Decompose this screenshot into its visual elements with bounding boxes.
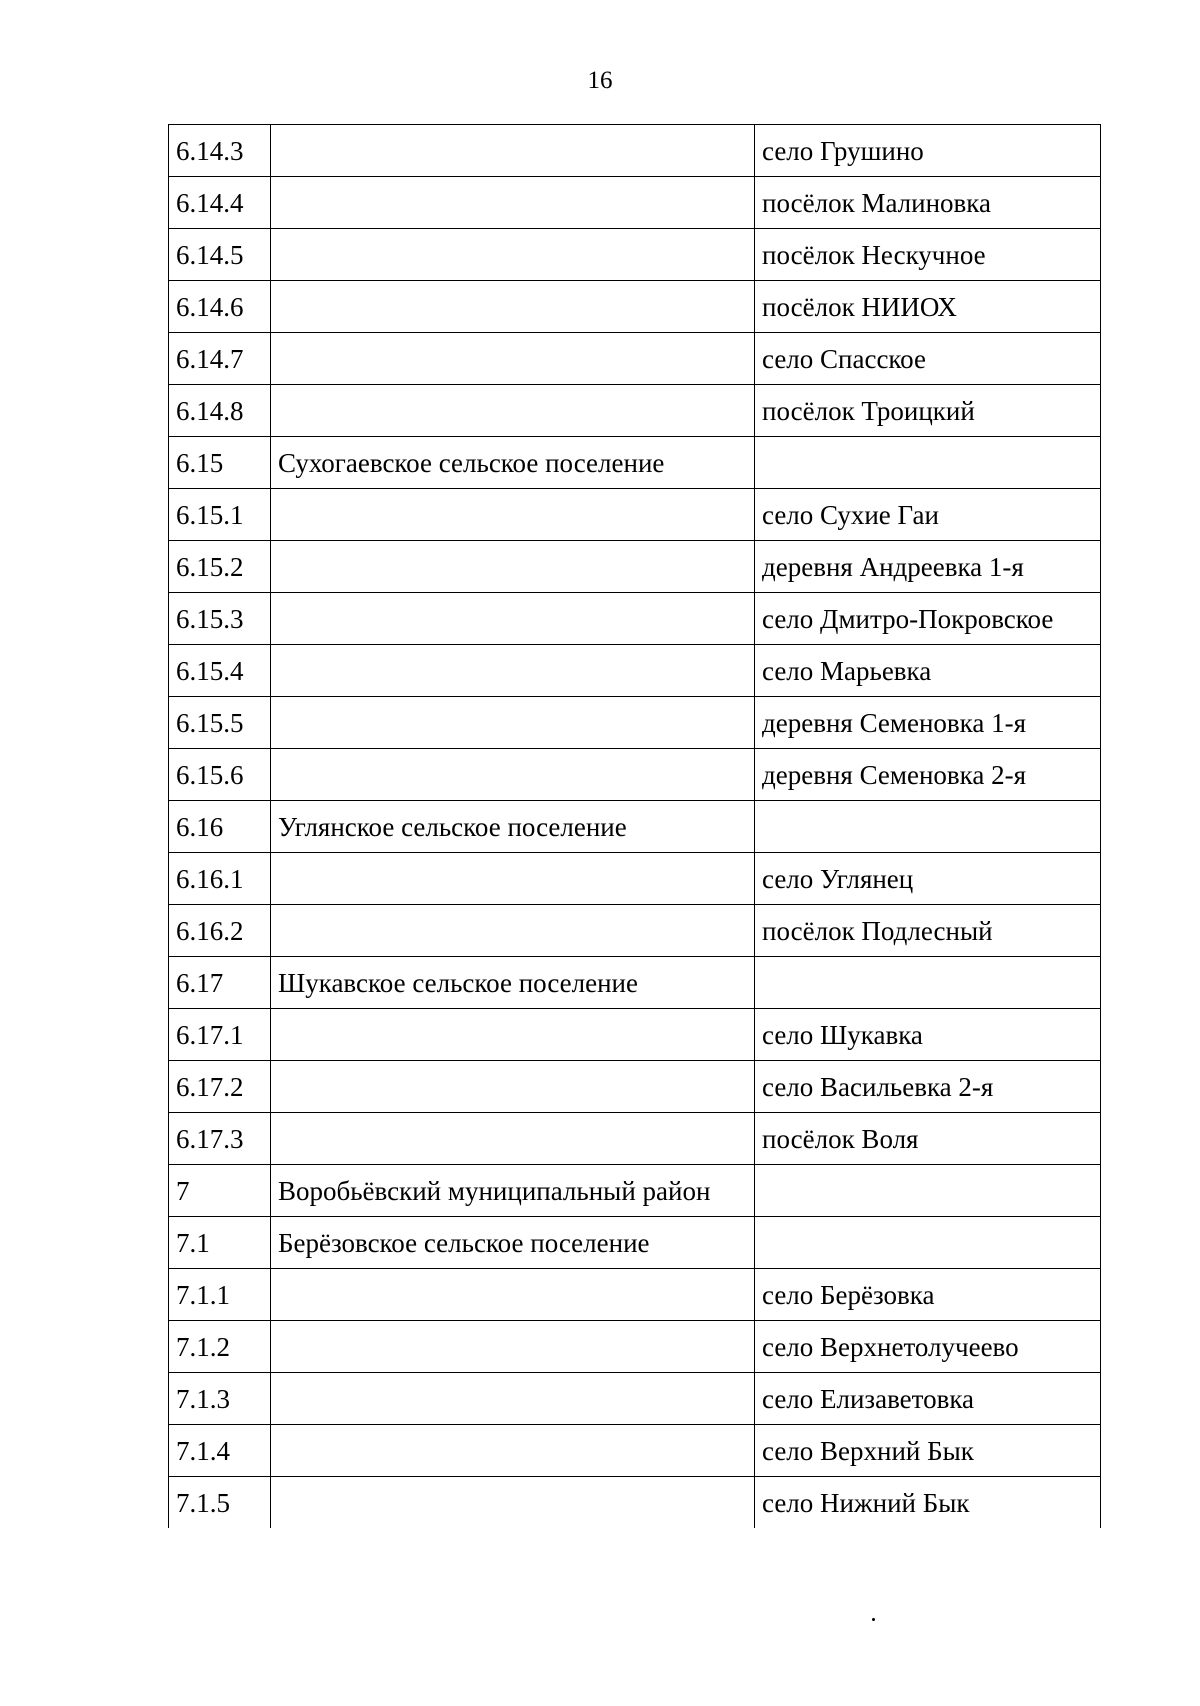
cell-name bbox=[271, 905, 755, 957]
cell-locality: село Васильевка 2-я bbox=[755, 1061, 1101, 1113]
table-row bbox=[169, 333, 1101, 385]
cell-num: 6.15.2 bbox=[169, 541, 271, 593]
cell-locality: посёлок Малиновка bbox=[755, 177, 1101, 229]
cell-num: 7.1.5 bbox=[169, 1477, 271, 1529]
cell-name: Шукавское сельское поселение bbox=[271, 957, 755, 1009]
cell-name: Воробьёвский муниципальный район bbox=[271, 1165, 755, 1217]
table-row bbox=[169, 229, 1101, 281]
cell-num: 6.17.2 bbox=[169, 1061, 271, 1113]
cell-name bbox=[271, 1269, 755, 1321]
cell-locality: деревня Семеновка 2-я bbox=[755, 749, 1101, 801]
cell-locality: село Берёзовка bbox=[755, 1269, 1101, 1321]
cell-locality: село Шукавка bbox=[755, 1009, 1101, 1061]
cell-name bbox=[271, 1009, 755, 1061]
cell-num: 6.16.1 bbox=[169, 853, 271, 905]
cell-num: 7 bbox=[169, 1165, 271, 1217]
cell-num: 6.17 bbox=[169, 957, 271, 1009]
table-row bbox=[169, 957, 1101, 1009]
cell-name bbox=[271, 385, 755, 437]
cell-name: Углянское сельское поселение bbox=[271, 801, 755, 853]
stray-mark bbox=[872, 1618, 875, 1621]
table-row bbox=[169, 437, 1101, 489]
cell-num: 6.14.8 bbox=[169, 385, 271, 437]
cell-name bbox=[271, 645, 755, 697]
cell-name: Берёзовское сельское поселение bbox=[271, 1217, 755, 1269]
cell-num: 6.14.6 bbox=[169, 281, 271, 333]
cell-locality bbox=[755, 1165, 1101, 1217]
cell-name: Сухогаевское сельское поселение bbox=[271, 437, 755, 489]
cell-num: 6.15.4 bbox=[169, 645, 271, 697]
table-row bbox=[169, 1165, 1101, 1217]
cell-locality: деревня Андреевка 1-я bbox=[755, 541, 1101, 593]
cell-num: 6.15 bbox=[169, 437, 271, 489]
table-row bbox=[169, 1321, 1101, 1373]
settlements-table bbox=[168, 124, 1101, 1528]
cell-num: 7.1.4 bbox=[169, 1425, 271, 1477]
cell-name bbox=[271, 333, 755, 385]
cell-name bbox=[271, 489, 755, 541]
table-row bbox=[169, 385, 1101, 437]
table-row bbox=[169, 801, 1101, 853]
cell-locality: село Грушино bbox=[755, 125, 1101, 177]
cell-num: 7.1.1 bbox=[169, 1269, 271, 1321]
table-row bbox=[169, 593, 1101, 645]
table-row bbox=[169, 1373, 1101, 1425]
table-row bbox=[169, 1061, 1101, 1113]
cell-num: 7.1.3 bbox=[169, 1373, 271, 1425]
cell-num: 6.15.6 bbox=[169, 749, 271, 801]
cell-num: 6.14.4 bbox=[169, 177, 271, 229]
cell-num: 6.16.2 bbox=[169, 905, 271, 957]
cell-name bbox=[271, 749, 755, 801]
cell-num: 6.14.5 bbox=[169, 229, 271, 281]
cell-name bbox=[271, 697, 755, 749]
cell-num: 6.15.5 bbox=[169, 697, 271, 749]
cell-num: 6.14.7 bbox=[169, 333, 271, 385]
cell-name bbox=[271, 125, 755, 177]
cell-locality: деревня Семеновка 1-я bbox=[755, 697, 1101, 749]
table-row bbox=[169, 1477, 1101, 1529]
table-row bbox=[169, 489, 1101, 541]
cell-name bbox=[271, 1373, 755, 1425]
cell-name bbox=[271, 1321, 755, 1373]
table-row bbox=[169, 1269, 1101, 1321]
cell-locality bbox=[755, 801, 1101, 853]
cell-locality: село Дмитро-Покровское bbox=[755, 593, 1101, 645]
table-row bbox=[169, 1113, 1101, 1165]
table-row bbox=[169, 541, 1101, 593]
table-row bbox=[169, 905, 1101, 957]
cell-name bbox=[271, 541, 755, 593]
cell-name bbox=[271, 229, 755, 281]
cell-name bbox=[271, 853, 755, 905]
cell-locality: село Марьевка bbox=[755, 645, 1101, 697]
cell-name bbox=[271, 593, 755, 645]
table-row bbox=[169, 645, 1101, 697]
cell-locality: село Верхнетолучеево bbox=[755, 1321, 1101, 1373]
cell-locality: село Углянец bbox=[755, 853, 1101, 905]
cell-num: 6.17.1 bbox=[169, 1009, 271, 1061]
cell-locality: посёлок Нескучное bbox=[755, 229, 1101, 281]
cell-num: 6.15.3 bbox=[169, 593, 271, 645]
table-row bbox=[169, 281, 1101, 333]
cell-locality: село Нижний Бык bbox=[755, 1477, 1101, 1529]
cell-locality bbox=[755, 437, 1101, 489]
cell-locality: посёлок Троицкий bbox=[755, 385, 1101, 437]
cell-locality: село Верхний Бык bbox=[755, 1425, 1101, 1477]
cell-locality bbox=[755, 957, 1101, 1009]
table-body bbox=[169, 125, 1101, 1529]
table-row bbox=[169, 749, 1101, 801]
cell-locality bbox=[755, 1217, 1101, 1269]
table-row bbox=[169, 1217, 1101, 1269]
cell-num: 7.1 bbox=[169, 1217, 271, 1269]
cell-locality: село Спасское bbox=[755, 333, 1101, 385]
cell-name bbox=[271, 1113, 755, 1165]
cell-name bbox=[271, 1061, 755, 1113]
page-number: 16 bbox=[587, 67, 613, 94]
cell-name bbox=[271, 281, 755, 333]
cell-num: 6.15.1 bbox=[169, 489, 271, 541]
table-row bbox=[169, 177, 1101, 229]
table-row bbox=[169, 1425, 1101, 1477]
cell-name bbox=[271, 1425, 755, 1477]
cell-locality: село Сухие Гаи bbox=[755, 489, 1101, 541]
cell-locality: посёлок НИИОХ bbox=[755, 281, 1101, 333]
cell-num: 7.1.2 bbox=[169, 1321, 271, 1373]
cell-num: 6.16 bbox=[169, 801, 271, 853]
cell-name bbox=[271, 1477, 755, 1529]
cell-locality: село Елизаветовка bbox=[755, 1373, 1101, 1425]
cell-num: 6.17.3 bbox=[169, 1113, 271, 1165]
table-row bbox=[169, 697, 1101, 749]
cell-name bbox=[271, 177, 755, 229]
cell-locality: посёлок Воля bbox=[755, 1113, 1101, 1165]
table-row bbox=[169, 1009, 1101, 1061]
cell-num: 6.14.3 bbox=[169, 125, 271, 177]
cell-locality: посёлок Подлесный bbox=[755, 905, 1101, 957]
table-row bbox=[169, 125, 1101, 177]
table-row bbox=[169, 853, 1101, 905]
